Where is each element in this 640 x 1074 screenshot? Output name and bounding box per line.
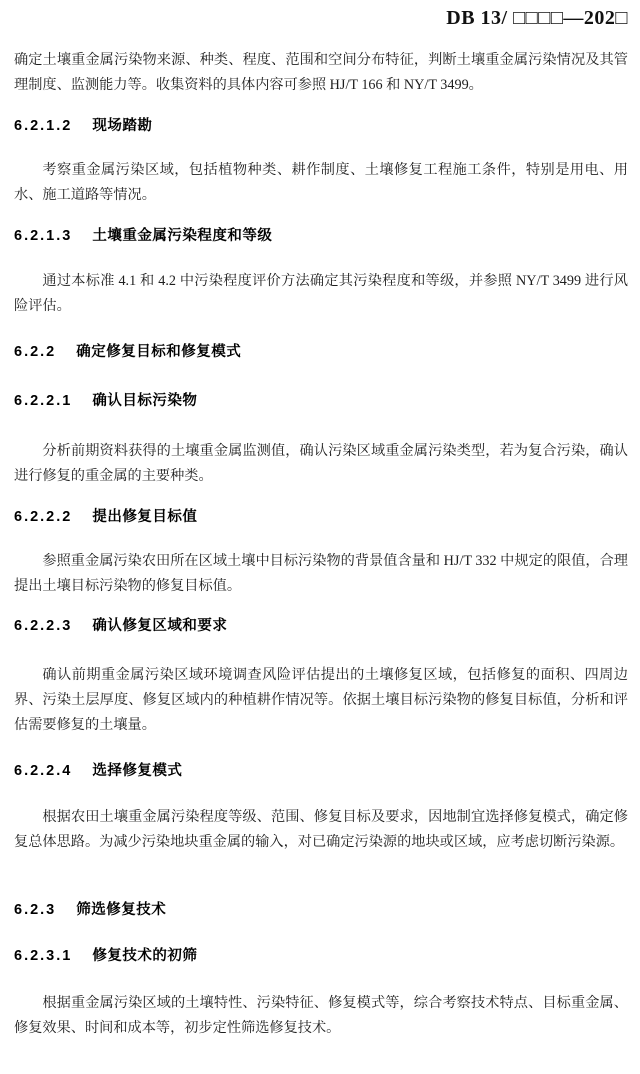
heading-number: 6.2.1.3 xyxy=(14,228,73,244)
section-heading-6-2-2 xyxy=(14,342,628,362)
heading-number: 6.2.2.3 xyxy=(14,618,73,634)
heading-title: 确定修复目标和修复模式 xyxy=(76,344,242,360)
heading-title: 现场踏勘 xyxy=(92,118,153,134)
section-heading-6-2-1-3 xyxy=(14,226,628,246)
paragraph-remediation-mode: 根据农田土壤重金属污染程度等级、范围、修复目标及要求，因地制宜选择修复模式，确定修复总体思路。为减少污染地块重金属的输入，对已确定污染源的地块或区域，应考虑切断污染源。 xyxy=(14,809,628,850)
standard-code: DB 13/ □□□□—202□ xyxy=(446,7,628,29)
heading-title: 筛选修复技术 xyxy=(76,902,167,918)
heading-number: 6.2.2.1 xyxy=(14,393,73,409)
paragraph-remediation-area: 确认前期重金属污染区域环境调查风险评估提出的土壤修复区域，包括修复的面积、四周边界、污染土层厚度、修复区域内的种植耕作情况等。依据土壤目标污染物的修复目标值，分析和评估需要修复的土壤量。 xyxy=(14,667,628,733)
heading-number: 6.2.2 xyxy=(14,344,57,360)
heading-title: 确认目标污染物 xyxy=(92,393,198,409)
heading-number: 6.2.2.4 xyxy=(14,763,73,779)
heading-title: 修复技术的初筛 xyxy=(92,948,198,964)
heading-title: 选择修复模式 xyxy=(92,763,183,779)
paragraph-pollution-degree: 通过本标准 4.1 和 4.2 中污染程度评价方法确定其污染程度和等级，并参照 NY/T 3499 进行风险评估。 xyxy=(14,273,628,314)
section-heading-6-2-2-1 xyxy=(14,391,628,411)
paragraph-site-reconnaissance: 考察重金属污染区域，包括植物种类、耕作制度、土壤修复工程施工条件，特别是用电、用水、施工道路等情况。 xyxy=(14,162,628,203)
heading-number: 6.2.2.2 xyxy=(14,509,73,525)
section-heading-6-2-1-2 xyxy=(14,116,628,136)
heading-title: 土壤重金属污染程度和等级 xyxy=(92,228,273,244)
section-heading-6-2-2-2 xyxy=(14,507,628,527)
heading-title: 提出修复目标值 xyxy=(92,509,198,525)
paragraph-target-pollutants: 分析前期资料获得的土壤重金属监测值，确认污染区域重金属污染类型，若为复合污染，确认进行修复的重金属的主要种类。 xyxy=(14,443,628,484)
section-heading-6-2-3-1 xyxy=(14,946,628,966)
paragraph-data-collection-continued: 确定土壤重金属污染物来源、种类、程度、范围和空间分布特征，判断土壤重金属污染情况及其管理制度、监测能力等。收集资料的具体内容可参照 HJ/T 166 和 NY/T 3499。 xyxy=(14,52,628,93)
heading-number: 6.2.3 xyxy=(14,902,57,918)
paragraph-target-values: 参照重金属污染农田所在区域土壤中目标污染物的背景值含量和 HJ/T 332 中规定的限值，合理提出土壤目标污染物的修复目标值。 xyxy=(14,553,628,594)
heading-number: 6.2.1.2 xyxy=(14,118,73,134)
section-heading-6-2-2-4 xyxy=(14,761,628,781)
heading-title: 确认修复区域和要求 xyxy=(92,618,228,634)
page-header xyxy=(14,6,628,30)
heading-number: 6.2.3.1 xyxy=(14,948,73,964)
section-heading-6-2-3 xyxy=(14,900,628,920)
paragraph-technology-screening: 根据重金属污染区域的土壤特性、污染特征、修复模式等，综合考察技术特点、目标重金属、修复效果、时间和成本等，初步定性筛选修复技术。 xyxy=(14,995,628,1036)
section-heading-6-2-2-3 xyxy=(14,616,628,636)
